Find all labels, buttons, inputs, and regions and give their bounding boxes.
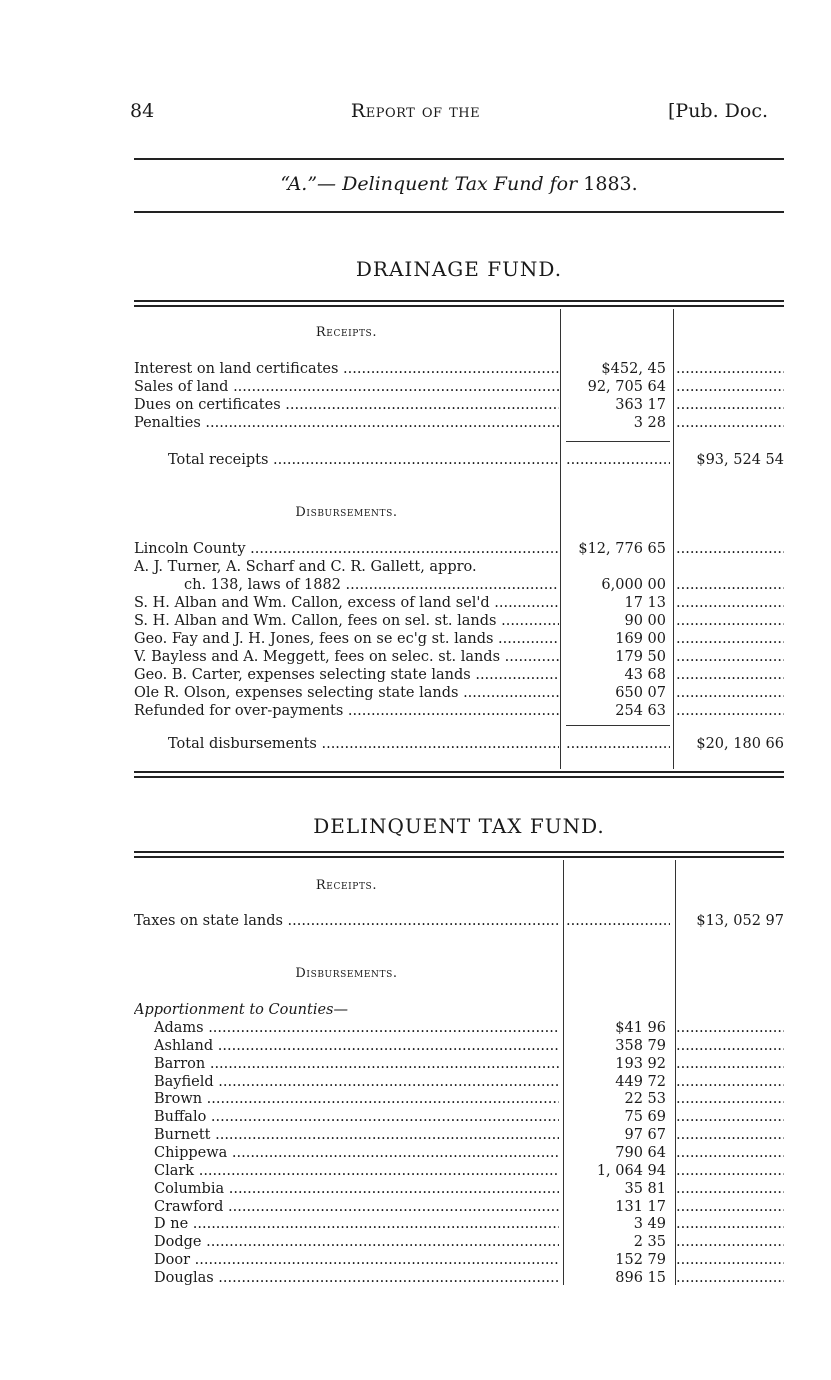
row-leader-dots xyxy=(676,1251,784,1269)
row-leader-dots xyxy=(676,612,784,630)
row-label: Geo. B. Carter, expenses selecting state lands ..... xyxy=(134,666,559,684)
row-label: Refunded for over-payments ..... xyxy=(134,702,559,720)
drainage-rule-2 xyxy=(134,305,784,307)
row-amount: 22 53 xyxy=(624,1091,666,1108)
row-amount: 131 17 xyxy=(615,1198,666,1215)
row-leader-dots xyxy=(676,1090,784,1108)
row-leader-dots xyxy=(676,594,784,612)
row-label: Geo. Fay and J. H. Jones, fees on se ec'g st. lands ..... xyxy=(134,630,559,648)
row-amount: 6,000 00 xyxy=(601,577,666,593)
row-leader-dots xyxy=(676,1215,784,1233)
row-label: V. Bayless and A. Meggett, fees on selec. st. lands ..... xyxy=(134,648,559,666)
row-amount: 43 68 xyxy=(624,667,666,683)
row-label: Clark ..... xyxy=(134,1162,559,1180)
row-amount: 3 49 xyxy=(633,1216,666,1233)
taxes-value: $13, 052 97 xyxy=(696,913,784,929)
total-receipts-label: Total receipts ..... xyxy=(134,451,559,469)
row-amount: 179 50 xyxy=(615,649,666,665)
row-leader-dots xyxy=(676,378,784,396)
row-amount: 17 13 xyxy=(624,595,666,611)
delinquent-col-divider-1 xyxy=(563,860,564,1285)
row-leader-dots xyxy=(676,1037,784,1055)
row-amount: 254 63 xyxy=(615,703,666,719)
row-leader-dots xyxy=(676,684,784,702)
row-amount: 650 07 xyxy=(615,685,666,701)
row-label: Columbia ..... xyxy=(134,1180,559,1198)
row-leader-dots xyxy=(676,414,784,432)
drainage-col-divider-2 xyxy=(673,309,674,769)
row-label: ch. 138, laws of 1882 ..... xyxy=(134,576,559,594)
row-amount: $12, 776 65 xyxy=(578,541,666,557)
row-label: Bayfield ..... xyxy=(134,1073,559,1091)
delinquent-disbursements-head: Disbursements. xyxy=(295,966,398,981)
row-label: Lincoln County ..... xyxy=(134,540,559,558)
document-label: [Pub. Doc. xyxy=(668,100,769,122)
drainage-bottom-rule-2 xyxy=(134,776,784,778)
row-amount: $452, 45 xyxy=(601,361,666,377)
taxes-dots xyxy=(566,912,670,930)
top-rule xyxy=(134,158,784,160)
row-label: Door ..... xyxy=(134,1251,559,1269)
row-amount: $41 96 xyxy=(615,1020,666,1036)
delinquent-receipts-head: Receipts. xyxy=(315,878,378,893)
row-amount: 2 35 xyxy=(633,1234,666,1251)
page-number: 84 xyxy=(130,100,155,122)
row-leader-dots xyxy=(676,396,784,414)
row-label: Ole R. Olson, expenses selecting state lands ..... xyxy=(134,684,559,702)
row-amount: 358 79 xyxy=(615,1037,666,1054)
row-leader-dots xyxy=(676,1269,784,1287)
row-label: Brown ..... xyxy=(134,1090,559,1108)
drainage-col-divider-1 xyxy=(560,309,561,769)
row-amount: 75 69 xyxy=(624,1109,666,1126)
row-amount: 449 72 xyxy=(615,1073,666,1090)
row-leader-dots xyxy=(676,576,784,594)
row-leader-dots xyxy=(676,666,784,684)
row-label: Adams ..... xyxy=(134,1019,559,1037)
row-leader-dots xyxy=(676,648,784,666)
row-amount: 90 00 xyxy=(624,613,666,629)
row-label: S. H. Alban and Wm. Callon, excess of land sel'd ..... xyxy=(134,594,559,612)
drainage-bottom-rule-1 xyxy=(134,771,784,773)
row-leader-dots xyxy=(676,1233,784,1251)
row-amount: 92, 705 64 xyxy=(587,379,666,395)
row-amount: 363 17 xyxy=(615,397,666,413)
row-label: A. J. Turner, A. Scharf and C. R. Gallett, appro. xyxy=(134,559,477,575)
row-amount: 152 79 xyxy=(615,1252,666,1269)
drainage-fund-title: DRAINAGE FUND. xyxy=(355,257,563,281)
delinquent-fund-title: DELINQUENT TAX FUND. xyxy=(313,814,605,838)
row-label: Ashland ..... xyxy=(134,1037,559,1055)
drainage-disb-sum-line xyxy=(566,725,670,726)
drainage-receipts-sum-line xyxy=(566,441,670,442)
row-label: Sales of land ..... xyxy=(134,378,559,396)
row-leader-dots xyxy=(676,1108,784,1126)
row-label: D ne ..... xyxy=(134,1215,559,1233)
row-label: Penalties ..... xyxy=(134,414,559,432)
row-label: Dues on certificates ..... xyxy=(134,396,559,414)
subtitle-year: 1883. xyxy=(583,173,638,195)
row-leader-dots xyxy=(676,1019,784,1037)
drainage-receipts-head: Receipts. xyxy=(315,325,378,340)
subtitle-text: “A.”— Delinquent Tax Fund for xyxy=(280,173,578,195)
row-amount: 193 92 xyxy=(615,1055,666,1072)
row-leader-dots xyxy=(676,1055,784,1073)
row-leader-dots xyxy=(676,1073,784,1091)
row-label: Crawford ..... xyxy=(134,1198,559,1216)
subtitle-rule xyxy=(134,211,784,213)
row-amount: 1, 064 94 xyxy=(596,1162,666,1179)
row-amount: 790 64 xyxy=(615,1144,666,1161)
total-disbursements-value: $20, 180 66 xyxy=(696,736,784,752)
row-label: S. H. Alban and Wm. Callon, fees on sel. st. lands ..... xyxy=(134,612,559,630)
row-leader-dots xyxy=(676,702,784,720)
table-subtitle xyxy=(134,173,784,195)
row-leader-dots xyxy=(676,540,784,558)
row-label: Interest on land certificates ..... xyxy=(134,360,559,378)
row-leader-dots xyxy=(676,1180,784,1198)
total-receipts-value: $93, 524 54 xyxy=(696,452,784,468)
row-leader-dots xyxy=(676,1126,784,1144)
row-leader-dots xyxy=(676,1162,784,1180)
row-leader-dots xyxy=(676,1198,784,1216)
delinquent-rule-1 xyxy=(134,851,784,853)
row-label: Barron ..... xyxy=(134,1055,559,1073)
total-disbursements-dots xyxy=(566,735,670,753)
drainage-rule-1 xyxy=(134,300,784,302)
row-label: Dodge ..... xyxy=(134,1233,559,1251)
running-title: Report of the xyxy=(350,100,481,122)
row-label: Douglas ..... xyxy=(134,1269,559,1287)
row-leader-dots xyxy=(676,360,784,378)
row-leader-dots xyxy=(676,1144,784,1162)
delinquent-rule-2 xyxy=(134,856,784,858)
row-label: Burnett ..... xyxy=(134,1126,559,1144)
drainage-disbursements-head: Disbursements. xyxy=(295,505,398,520)
apportionment-label: Apportionment to Counties— xyxy=(134,1002,348,1018)
row-label: Chippewa ..... xyxy=(134,1144,559,1162)
row-amount: 35 81 xyxy=(624,1180,666,1197)
taxes-label: Taxes on state lands ..... xyxy=(134,912,559,930)
total-receipts-dots xyxy=(566,451,670,469)
row-amount: 97 67 xyxy=(624,1127,666,1144)
total-disbursements-label: Total disbursements ..... xyxy=(134,735,559,753)
row-amount: 3 28 xyxy=(633,415,666,431)
row-leader-dots xyxy=(676,630,784,648)
row-amount: 896 15 xyxy=(615,1269,666,1286)
row-label: Buffalo ..... xyxy=(134,1108,559,1126)
row-amount: 169 00 xyxy=(615,631,666,647)
